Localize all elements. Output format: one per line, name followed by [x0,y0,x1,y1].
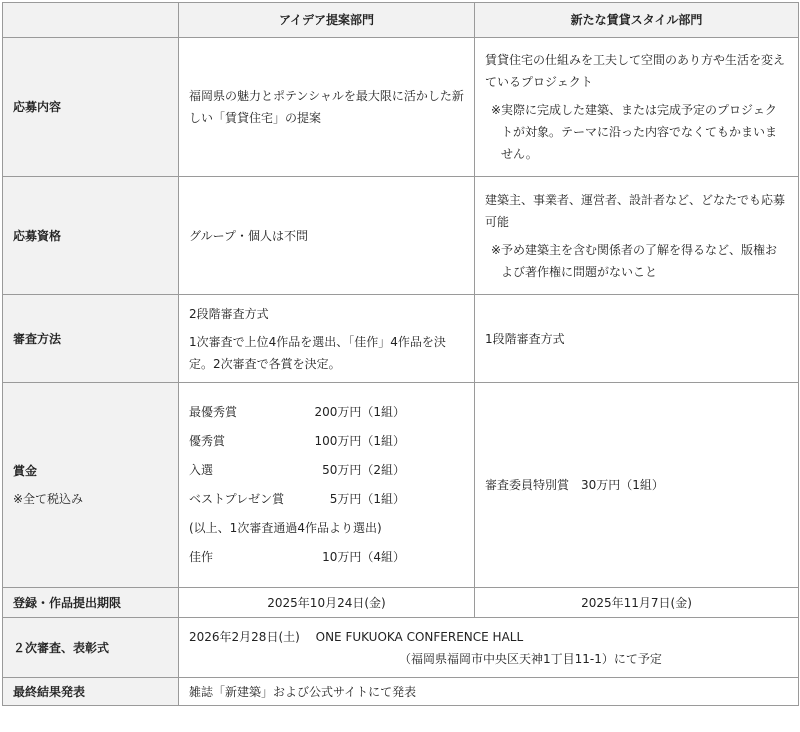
content-style-main: 賃貸住宅の仕組みを工夫して空間のあり方や生活を変えているプロジェクト [485,53,786,89]
eligibility-style-main: 建築主、事業者、運営者、設計者など、どなたでも応募可能 [485,192,786,229]
row-ceremony [3,618,799,678]
row-eligibility [3,177,799,295]
prize-label: 賞金 [13,464,38,478]
header-blank [3,3,179,38]
header-style-division: 新たな賃貸スタイル部門 [475,3,799,38]
label-ceremony: ２次審査、表彰式 [3,618,179,678]
label-eligibility: 応募資格 [3,177,179,295]
label-review: 審査方法 [3,295,179,383]
prize-amount: 100万円（1組） [314,434,405,448]
eligibility-style-note: ※予め建築主を含む関係者の了解を得るなど、版権および著作権に問題がないこと [491,242,778,279]
eligibility-idea: グループ・個人は不問 [179,177,475,295]
header-idea-division: アイデア提案部門 [179,3,475,38]
review-idea [179,295,475,383]
label-content: 応募内容 [3,38,179,177]
row-results [3,678,799,706]
review-idea-line1: 2段階審査方式 [189,306,269,321]
row-deadline [3,588,799,618]
deadline-idea: 2025年10月24日(金) [179,588,475,618]
prize-amount: 5万円（1組） [329,492,405,506]
prize-style: 審査委員特別賞 30万円（1組） [475,383,799,588]
deadline-style: 2025年11月7日(金) [475,588,799,618]
competition-overview-table [2,2,799,706]
prize-sublabel: ※全て税込み [13,492,84,506]
prize-name: ベストプレゼン賞 [189,492,285,506]
prize-honorable-name: 佳作 [189,550,214,564]
prize-honorable-amount: 10万円（4組） [322,550,405,564]
label-results: 最終結果発表 [3,678,179,706]
header-row [3,3,799,38]
ceremony-detail [179,618,799,678]
prize-amount: 50万円（2組） [322,463,405,477]
prize-list [189,398,464,572]
content-idea: 福岡県の魅力とポテンシャルを最大限に活かした新しい「賃貸住宅」の提案 [179,38,475,177]
content-style [475,38,799,177]
row-content [3,38,799,177]
content-style-note: ※実際に完成した建築、または完成予定のプロジェクトが対象。テーマに沿った内容でなくてもかまいません。 [491,103,778,161]
prize-idea [179,383,475,588]
review-style: 1段階審査方式 [475,295,799,383]
prize-name: 優秀賞 [189,434,226,448]
ceremony-line2: （福岡県福岡市中央区天神1丁目11-1）にて予定 [399,651,662,666]
prize-amount: 200万円（1組） [314,405,405,419]
label-prize [3,383,179,588]
eligibility-style [475,177,799,295]
label-deadline: 登録・作品提出期限 [3,588,179,618]
ceremony-line1: 2026年2月28日(土) ONE FUKUOKA CONFERENCE HALL [189,629,524,644]
prize-note: (以上、1次審査通過4作品より選出) [189,521,382,535]
prize-name: 入選 [189,463,214,477]
row-prize [3,383,799,588]
prize-name: 最優秀賞 [189,405,238,419]
row-review [3,295,799,383]
results-detail: 雑誌「新建築」および公式サイトにて発表 [179,678,799,706]
review-idea-line2: 1次審査で上位4作品を選出、「佳作」4作品を決定。2次審査で各賞を決定。 [189,334,446,371]
